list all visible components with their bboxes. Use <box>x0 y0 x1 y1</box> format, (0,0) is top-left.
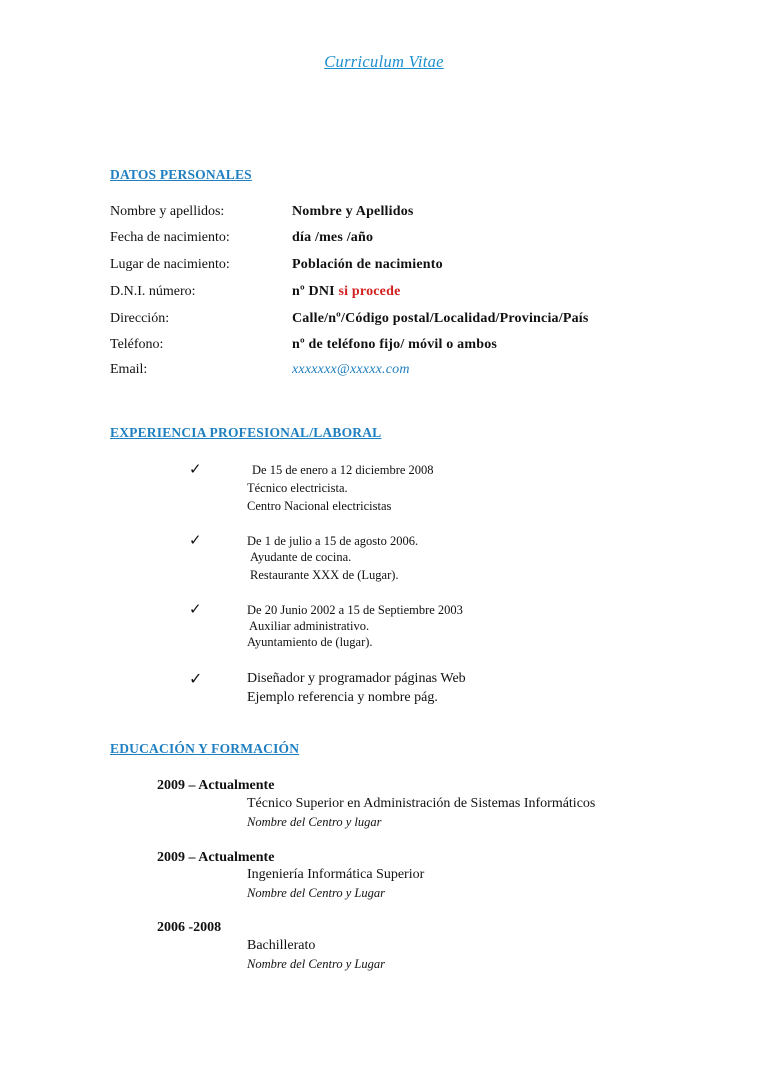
label-birth-place: Lugar de nacimiento: <box>110 257 230 272</box>
label-dni: D.N.I. número: <box>110 284 196 299</box>
education-1-degree: Técnico Superior en Administración de Sistemas Informáticos <box>247 796 596 811</box>
experience-3-role: Auxiliar administrativo. <box>249 619 370 633</box>
section-heading-education: EDUCACIÓN Y FORMACIÓN <box>110 741 300 756</box>
education-3-degree: Bachillerato <box>247 938 316 953</box>
check-icon: ✓ <box>189 669 203 688</box>
experience-2-role: Ayudante de cocina. <box>250 550 352 564</box>
check-icon: ✓ <box>189 531 202 549</box>
value-dni <box>292 284 401 300</box>
document-title: Curriculum Vitae <box>324 52 444 71</box>
value-birth-place: Población de nacimiento <box>292 257 443 272</box>
value-birth-date: día /mes /año <box>292 230 374 245</box>
experience-3-dates: De 20 Junio 2002 a 15 de Septiembre 2003 <box>247 603 463 617</box>
education-2-degree: Ingeniería Informática Superior <box>247 867 425 882</box>
value-dni-number: nº DNI <box>292 284 335 299</box>
experience-1-dates: De 15 de enero a 12 diciembre 2008 <box>252 463 434 477</box>
experience-2-dates: De 1 de julio a 15 de agosto 2006. <box>247 534 419 548</box>
education-3-center: Nombre del Centro y Lugar <box>247 957 385 971</box>
value-address: Calle/nº/Código postal/Localidad/Provincia/País <box>292 311 589 326</box>
education-3-years: 2006 -2008 <box>157 920 222 935</box>
section-heading-personal: DATOS PERSONALES <box>110 167 252 182</box>
label-address: Dirección: <box>110 311 170 326</box>
section-heading-experience: EXPERIENCIA PROFESIONAL/LABORAL <box>110 425 382 440</box>
experience-1-company: Centro Nacional electricistas <box>247 499 392 513</box>
label-birth-date: Fecha de nacimiento: <box>110 230 230 245</box>
experience-4-reference: Ejemplo referencia y nombre pág. <box>247 690 438 705</box>
experience-4-title: Diseñador y programador páginas Web <box>247 671 466 686</box>
experience-1-role: Técnico electricista. <box>247 481 348 495</box>
education-2-years: 2009 – Actualmente <box>157 850 275 865</box>
education-2-center: Nombre del Centro y Lugar <box>247 886 385 900</box>
check-icon: ✓ <box>189 460 202 478</box>
value-dni-note: si procede <box>338 284 401 299</box>
value-email[interactable]: xxxxxxx@xxxxx.com <box>292 362 410 377</box>
value-phone: nº de teléfono fijo/ móvil o ambos <box>292 337 498 352</box>
value-full-name: Nombre y Apellidos <box>292 204 414 219</box>
education-1-years: 2009 – Actualmente <box>157 778 275 793</box>
label-phone: Teléfono: <box>110 337 164 352</box>
education-1-center: Nombre del Centro y lugar <box>247 815 382 829</box>
check-icon: ✓ <box>189 600 202 618</box>
experience-3-company: Ayuntamiento de (lugar). <box>247 635 373 649</box>
label-full-name: Nombre y apellidos: <box>110 204 225 219</box>
label-email: Email: <box>110 362 148 377</box>
experience-2-company: Restaurante XXX de (Lugar). <box>250 568 399 582</box>
